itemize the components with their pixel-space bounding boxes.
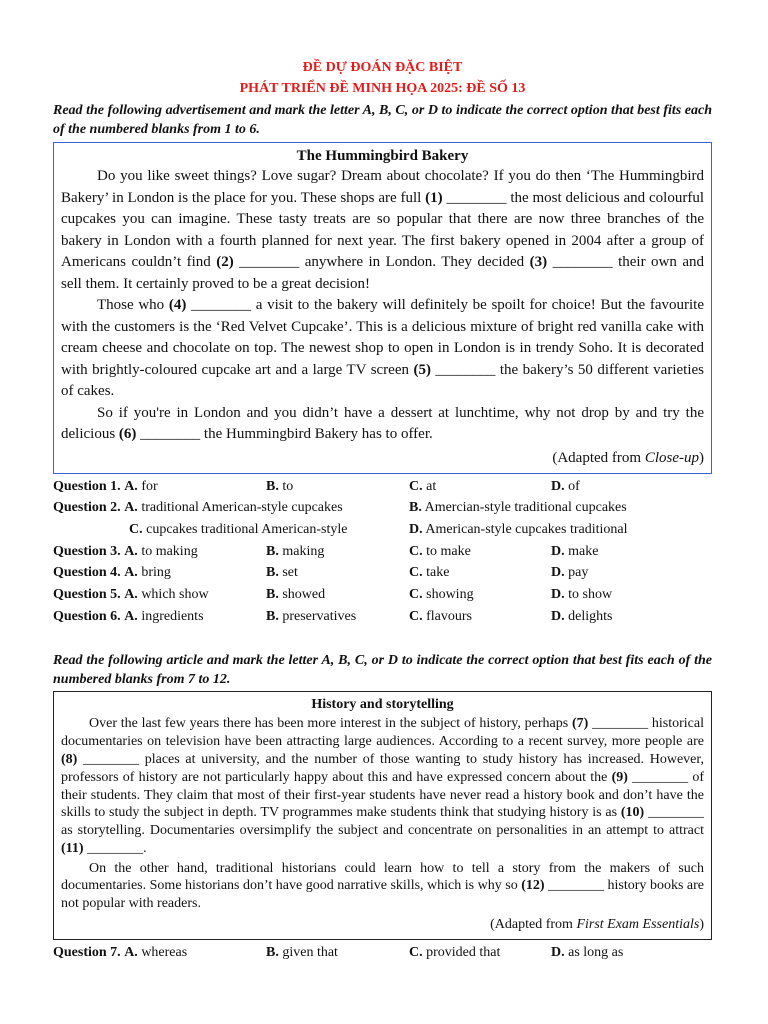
section2-instruction: Read the following article and mark the letter A, B, C, or D to indicate the correct option that best fits each of the numbered blanks from 7 to 12.: [53, 653, 712, 688]
option-c[interactable]: C. cupcakes traditional American-style: [129, 521, 348, 537]
option-c[interactable]: C. at: [409, 478, 437, 494]
option-a[interactable]: Question 5. A. which show: [53, 586, 209, 602]
blank-1: (1): [425, 189, 443, 206]
article-paragraph-1: Over the last few years there has been more interest in the subject of history, perhaps (7) ________ historical documentaries on television have been attracting large audiences. According to a recent survey, more people are (8) ________ places at university, and the number of those wanting to study history has increased. However, professors of history are not particularly happy about this and have expressed concern about the (9) ________ of their students. They claim that most of their first-year students have never read a history book and don’t have the skills to study the subject in depth. TV programmes make students think that studying history is as (10) ________ as storytelling. Documentaries oversimplify the subject and concentrate on personalities in an attempt to attract (11) ________.: [61, 716, 705, 856]
exam-page: [53, 0, 712, 964]
option-b[interactable]: B. Amercian-style traditional cupcakes: [409, 500, 627, 516]
question-row: [53, 476, 712, 498]
option-b[interactable]: B. set: [266, 565, 298, 581]
question-row: [53, 606, 712, 628]
question-row: [53, 519, 712, 541]
option-a[interactable]: Question 3. A. to making: [53, 543, 198, 559]
article-source: (Adapted from First Exam Essentials): [490, 917, 704, 933]
blank-9: (9): [611, 769, 628, 785]
blank-8: (8): [61, 751, 78, 767]
option-a[interactable]: Question 4. A. bring: [53, 565, 171, 581]
option-c[interactable]: C. flavours: [409, 608, 473, 624]
blank-2: (2): [216, 254, 234, 270]
article-paragraph-2: On the other hand, traditional historians could learn how to tell a story from the makers of such documentaries. Some historians don’t have good narrative skills, which is why so (12) ________ history books are not popular with readers.: [61, 860, 704, 912]
option-a[interactable]: Question 1. A. for: [53, 478, 158, 494]
option-b[interactable]: B. given that: [266, 945, 338, 961]
blank-3: (3): [529, 254, 548, 270]
option-b[interactable]: B. making: [266, 543, 325, 559]
option-c[interactable]: C. showing: [409, 586, 474, 602]
section1-instruction: Read the following advertisement and mark the letter A, B, C, or D to indicate the correct option that best fits each of the numbered blanks from 1 to 6.: [53, 103, 712, 137]
question-row: [53, 562, 712, 584]
option-d[interactable]: D. as long as: [551, 945, 624, 961]
question-row: [53, 584, 712, 606]
question-row: [53, 497, 712, 519]
option-c[interactable]: C. provided that: [409, 945, 501, 961]
questions-7-12: [53, 942, 712, 964]
question-row: [53, 942, 712, 964]
questions-1-6: [53, 476, 712, 628]
article-box: [53, 691, 712, 940]
article-title: History and storytelling: [311, 697, 454, 713]
option-c[interactable]: C. take: [409, 565, 450, 581]
advertisement-title: The Hummingbird Bakery: [296, 148, 469, 164]
question-row: [53, 541, 712, 563]
blank-11: (11): [61, 840, 84, 856]
advertisement-source: (Adapted from Close-up): [552, 449, 704, 466]
option-d[interactable]: D. delights: [551, 608, 613, 624]
option-b[interactable]: B. to: [266, 478, 294, 494]
blank-4: (4): [168, 297, 187, 313]
exam-header-subtitle: PHÁT TRIỂN ĐỀ MINH HỌA 2025: ĐỀ SỐ 13: [239, 81, 526, 96]
advertisement-paragraph-3: So if you're in London and you didn’t have a dessert at lunchtime, why not drop by and try the delicious (6) ________ the Hummingbird Bakery has to offer.: [61, 404, 704, 442]
option-d[interactable]: D. make: [551, 543, 599, 559]
advertisement-box: [53, 142, 712, 474]
section-gap: [53, 627, 712, 649]
option-c[interactable]: C. to make: [409, 543, 471, 559]
option-b[interactable]: B. showed: [266, 586, 326, 602]
blank-5: (5): [413, 361, 431, 378]
option-d[interactable]: D. pay: [551, 565, 589, 581]
blank-6: (6): [118, 426, 137, 442]
exam-header-title: ĐỀ DỰ ĐOÁN ĐẶC BIỆT: [302, 60, 463, 75]
option-a[interactable]: Question 2. A. traditional American-style cupcakes: [53, 500, 343, 516]
advertisement-paragraph-2: Those who (4) ________ a visit to the bakery will definitely be spoilt for choice! But the favourite with the customers is the ‘Red Velvet Cupcake’. This is a delicious mixture of bright red vanilla cake with cream cheese and chocolate on top. The newest shop to open in London is in trendy Soho. It is decorated with brightly-coloured cupcake art and a large TV screen (5) ________ the bakery’s 50 different varieties of cakes.: [61, 297, 704, 399]
option-a[interactable]: Question 7. A. whereas: [53, 945, 188, 961]
blank-10: (10): [620, 805, 645, 821]
option-a[interactable]: Question 6. A. ingredients: [53, 608, 204, 624]
blank-12: (12): [521, 878, 545, 894]
option-d[interactable]: D. American-style cupcakes traditional: [409, 521, 628, 537]
option-b[interactable]: B. preservatives: [266, 608, 357, 624]
option-d[interactable]: D. to show: [551, 586, 613, 602]
option-d[interactable]: D. of: [551, 478, 580, 494]
blank-7: (7): [571, 716, 589, 732]
advertisement-paragraph-1: Do you like sweet things? Love sugar? Dream about chocolate? If you do then ‘The Hummingbird Bakery’ in London is the place for you. These shops are full (1) ________ the most delicious and colourful cupcakes you can imagine. These tasty treats are so popular that there are now three branches of the bakery in London with a fourth planned for next year. The first bakery opened in 2004 after a group of Americans couldn’t find (2) ________ anywhere in London. They decided (3) ________ their own and sell them. It certainly proved to be a great decision!: [61, 168, 704, 292]
